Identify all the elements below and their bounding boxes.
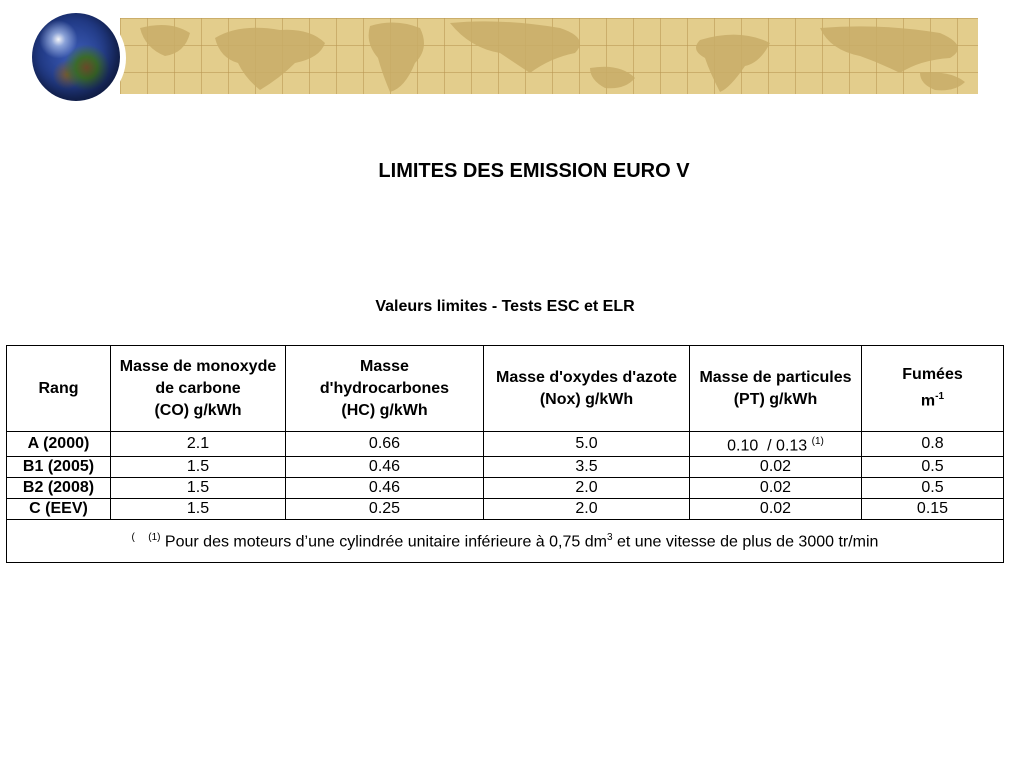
cell-hc: 0.46 — [286, 457, 484, 478]
header-pt: Masse de particules (PT) g/kWh — [690, 346, 862, 432]
cell-nox: 5.0 — [484, 432, 690, 457]
cell-hc: 0.25 — [286, 499, 484, 520]
cell-pt: 0.02 — [690, 478, 862, 499]
cell-rang: C (EEV) — [7, 499, 111, 520]
cell-nox: 2.0 — [484, 499, 690, 520]
table-row — [7, 457, 1004, 478]
footnote — [7, 520, 1004, 563]
footnote-marker: (1) — [148, 531, 161, 543]
table-header-row — [7, 346, 1004, 432]
cell-fumees: 0.15 — [862, 499, 1004, 520]
header-nox: Masse d'oxydes d'azote (Nox) g/kWh — [484, 346, 690, 432]
cell-fumees: 0.8 — [862, 432, 1004, 457]
cell-nox: 3.5 — [484, 457, 690, 478]
table-row — [7, 499, 1004, 520]
cell-fumees: 0.5 — [862, 478, 1004, 499]
cell-co: 1.5 — [111, 499, 286, 520]
cell-co: 2.1 — [111, 432, 286, 457]
table-subtitle: Valeurs limites - Tests ESC et ELR — [375, 298, 635, 315]
emission-limits-table — [6, 345, 1004, 563]
page-title: LIMITES DES EMISSION EURO V — [378, 160, 690, 182]
footnote-paren: ( — [131, 531, 135, 543]
cell-rang: A (2000) — [7, 432, 111, 457]
footnote-text: Pour des moteurs d’une cylindrée unitaire inférieure à 0,75 dm — [164, 532, 607, 550]
footnote-text-end: et une vitesse de plus de 3000 tr/min — [612, 532, 879, 550]
cell-rang: B2 (2008) — [7, 478, 111, 499]
header-fumees: Fumées $m^{-1}$ — [862, 346, 1004, 432]
footnote-sup: 3 — [606, 531, 613, 543]
cell-fumees: 0.5 — [862, 457, 1004, 478]
world-map-decoration — [120, 18, 978, 94]
table-row — [7, 432, 1004, 457]
header-co: Masse de monoxyde de carbone (CO) g/kWh — [111, 346, 286, 432]
header-hc: Masse d'hydrocarbones (HC) g/kWh — [286, 346, 484, 432]
cell-hc: 0.46 — [286, 478, 484, 499]
globe-icon — [32, 13, 120, 101]
table-row — [7, 478, 1004, 499]
cell-pt: 0.02 — [690, 499, 862, 520]
header-rang: Rang — [7, 346, 111, 432]
map-banner — [120, 18, 978, 94]
cell-co: 1.5 — [111, 457, 286, 478]
cell-nox: 2.0 — [484, 478, 690, 499]
cell-pt: 0.02 — [690, 457, 862, 478]
footnote-row — [7, 520, 1004, 563]
globe-logo — [26, 8, 126, 108]
cell-pt: 0.10 / 0.13 $^{(1)}$ — [690, 432, 862, 457]
cell-hc: 0.66 — [286, 432, 484, 457]
cell-co: 1.5 — [111, 478, 286, 499]
cell-rang: B1 (2005) — [7, 457, 111, 478]
